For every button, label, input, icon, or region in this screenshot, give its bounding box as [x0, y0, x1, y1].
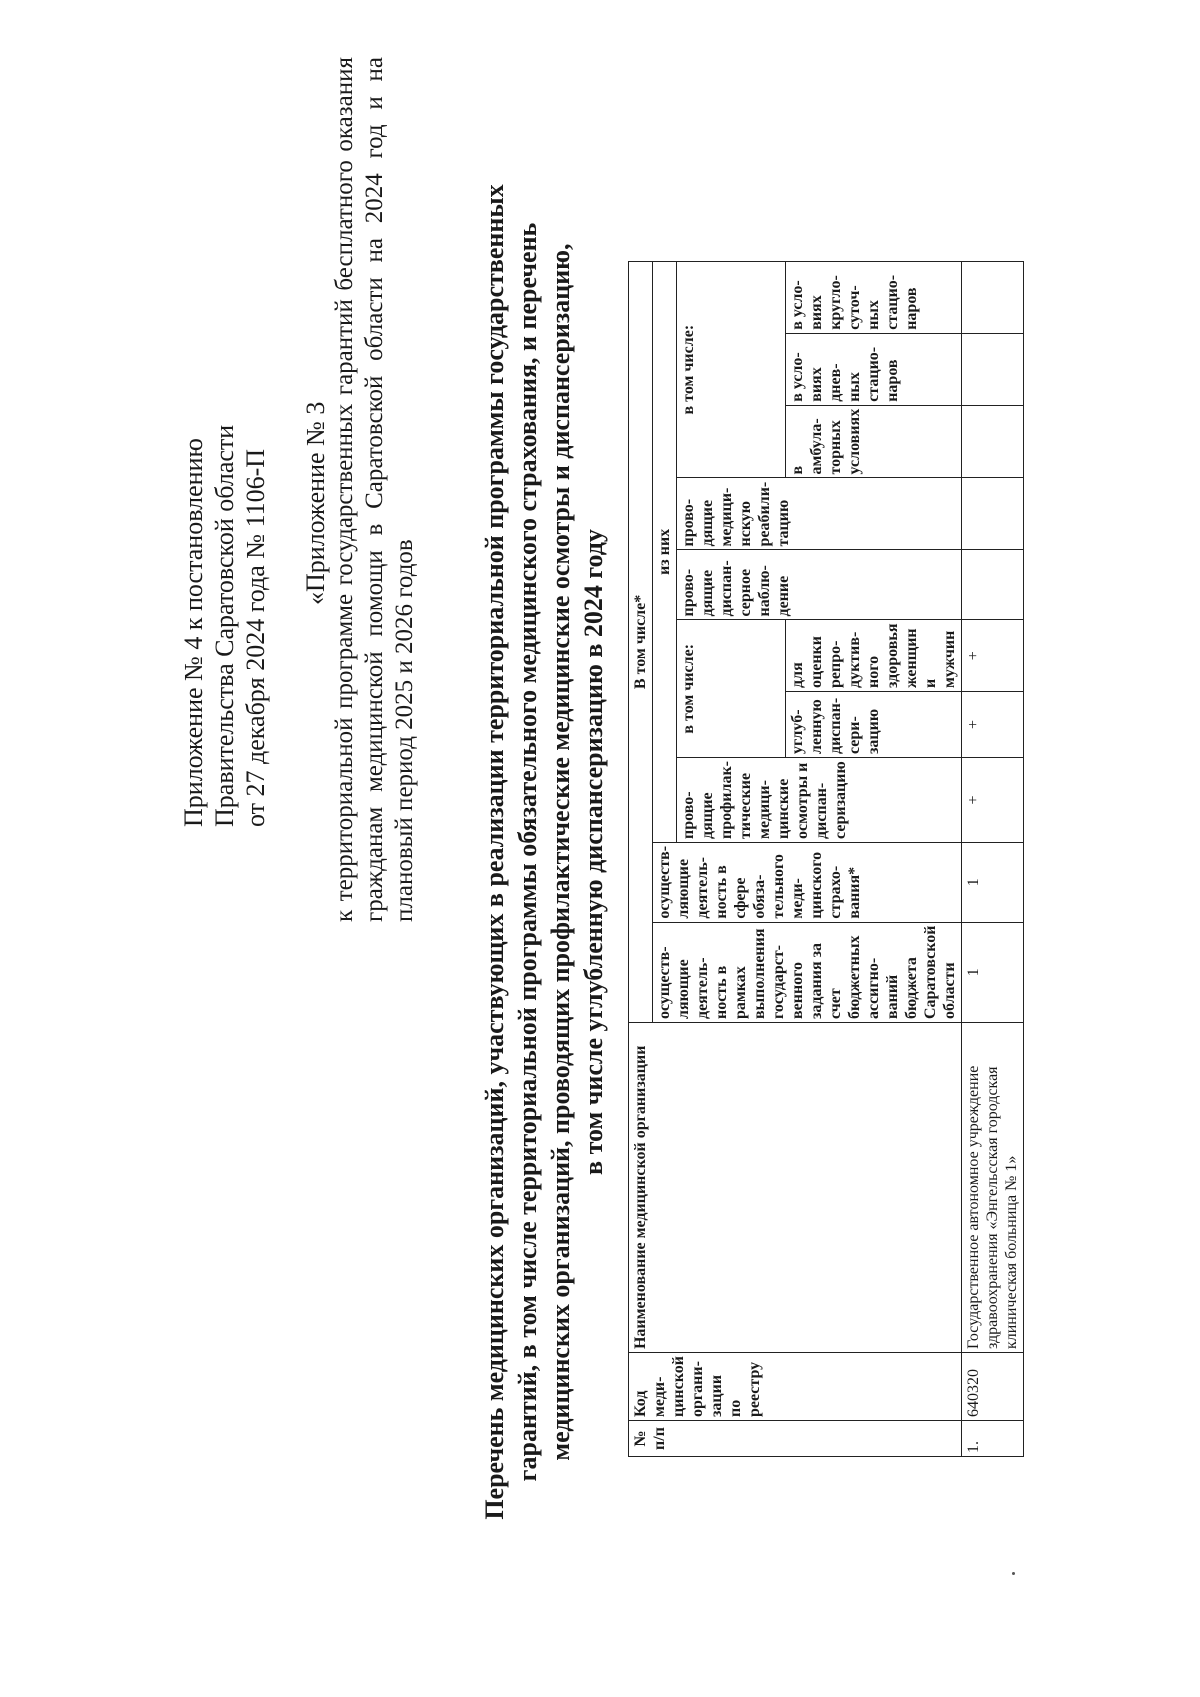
row-ambulatory	[962, 405, 1024, 478]
header-ambulatory: в амбула-торных условиях	[786, 405, 962, 478]
row-round-hosp	[962, 261, 1024, 333]
row-deep: +	[962, 692, 1024, 758]
annex-title: «Приложение № 3	[301, 401, 330, 605]
header-oms: осуществ-ляющие деятель-ность в сфере обяза-тельного меди-цинского страхо-вания*	[653, 842, 962, 922]
header-deep: углуб-ленную диспан-сери-зацию	[786, 692, 962, 758]
title-line-4: в том числе углубленную диспансеризацию в 2024 году	[579, 529, 608, 1175]
document-title	[478, 87, 610, 1617]
header-budget: осуществ-ляющие деятель-ность в рамках выполнения государст-венного задания за счет бюджетных ассигно-ваний бюджета Саратовской области	[653, 922, 962, 1022]
header-line-1: Приложение № 4 к постановлению	[179, 438, 208, 827]
header-code: Код меди-цинской органи-зации по реестру	[629, 1353, 962, 1421]
header-round-hosp: в усло-виях кругло-суточ-ных стацио-наров	[786, 261, 962, 333]
organizations-table	[628, 261, 1024, 1457]
row-code: 640320	[962, 1353, 1024, 1421]
title-line-1: Перечень медицинских организаций, участвующих в реализации территориальной программы государственных	[480, 184, 509, 1520]
header-sub-incl: в том числе:	[677, 620, 786, 758]
row-day-hosp	[962, 333, 1024, 405]
row-oms: 1	[962, 842, 1024, 922]
title-line-2: гарантий, в том числе территориальной программы обязательного медицинского страхования, и перечень	[513, 222, 542, 1482]
header-repro: для оценки репро-дуктив-ного здоровья женщин и мужчин	[786, 620, 962, 692]
row-dispensary	[962, 550, 1024, 620]
header-of-them: из них	[653, 261, 677, 842]
row-budget: 1	[962, 922, 1024, 1022]
row-repro: +	[962, 620, 1024, 692]
header-prophylactic: прово-дящие профилак-тические медици-цинские осмотры и диспан-серизацию	[677, 758, 962, 843]
header-num: № п/п	[629, 1421, 962, 1457]
header-day-hosp: в усло-виях днев-ных стацио-наров	[786, 333, 962, 405]
annex-text: к территориальной программе государственных гарантий бесплатного оказания гражданам медицинской помощи в Саратовской области на 2024 год и на плановый период 2025 и 2026 годов	[331, 57, 418, 922]
row-rehab	[962, 478, 1024, 550]
row-prophylactic: +	[962, 758, 1024, 843]
row-name: Государственное автономное учреждение здравоохранения «Энгельсская городская клиническая больница № 1»	[962, 1023, 1024, 1353]
row-num: 1.	[962, 1421, 1024, 1457]
header-in-total: В том числе*	[629, 261, 653, 1022]
header-line-3: от 27 декабря 2024 года № 1106-П	[241, 448, 270, 827]
header-name: Наименование медицинской организации	[629, 1023, 962, 1353]
table-row	[962, 261, 1024, 1456]
scan-speck	[1012, 1572, 1015, 1575]
title-line-3: медицинских организаций, проводящих профилактические медицинские осмотры и диспансеризацию,	[546, 243, 575, 1461]
header-rehab: прово-дящие медици-нскую реабили-тацию	[677, 478, 962, 550]
header-dispensary: прово-дящие диспан-серное наблю-дение	[677, 550, 962, 620]
resolution-header	[178, 425, 271, 827]
header-rehab-incl: в том числе:	[677, 261, 786, 478]
header-line-2: Правительства Саратовской области	[210, 424, 239, 827]
